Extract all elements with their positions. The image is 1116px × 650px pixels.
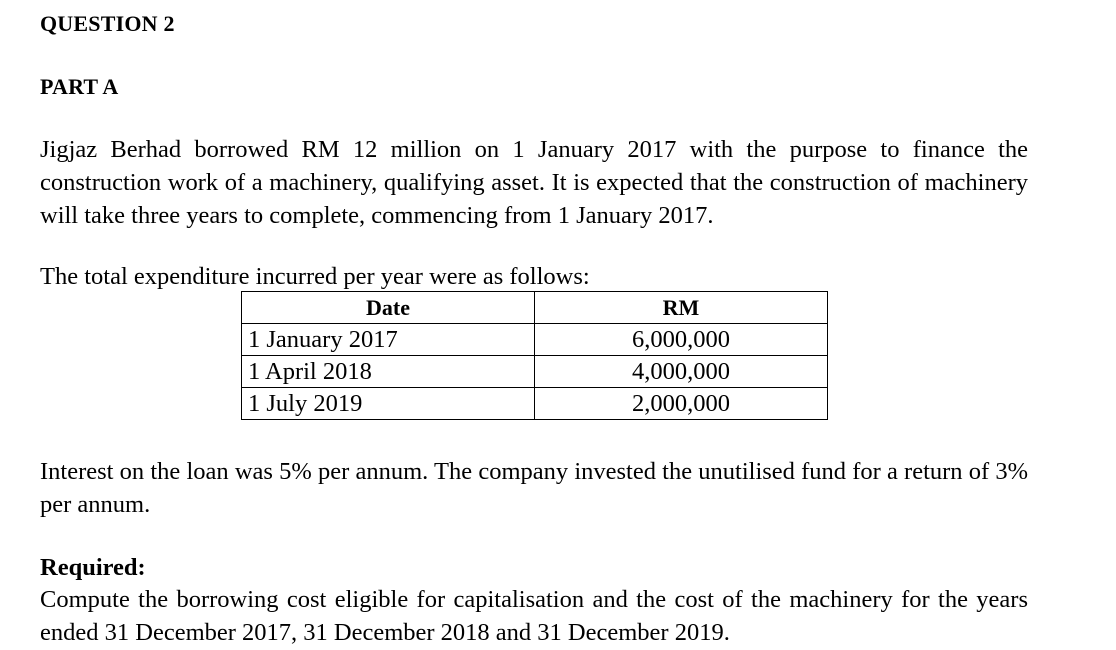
required-text: Compute the borrowing cost eligible for capitalisation and the cost of the machinery for the years ended 31 December 2017, 31 December 2018 and 31 December 2019.: [40, 586, 1028, 646]
question-heading: QUESTION 2: [40, 11, 175, 36]
date-column-header: Date: [242, 292, 535, 324]
date-cell: 1 July 2019: [242, 388, 535, 420]
expenditure-table-container: [241, 291, 828, 420]
table-header-row: [242, 292, 828, 324]
amount-cell: 2,000,000: [535, 388, 828, 420]
table-row: [242, 356, 828, 388]
amount-cell: 4,000,000: [535, 356, 828, 388]
part-heading: PART A: [40, 74, 119, 99]
intro-paragraph: Jigjaz Berhad borrowed RM 12 million on 1 January 2017 with the purpose to finance the construction work of a machinery, qualifying asset. It is expected that the construction of machinery will take three years to complete, commencing from 1 January 2017.: [40, 136, 1028, 229]
rm-column-header: RM: [535, 292, 828, 324]
table-row: [242, 324, 828, 356]
interest-paragraph: Interest on the loan was 5% per annum. The company invested the unutilised fund for a return of 3% per annum.: [40, 458, 1028, 518]
table-row: [242, 388, 828, 420]
expenditure-intro: The total expenditure incurred per year were as follows:: [40, 263, 590, 290]
expenditure-table: [241, 291, 828, 420]
amount-cell: 6,000,000: [535, 324, 828, 356]
required-label: Required:: [40, 554, 146, 581]
date-cell: 1 January 2017: [242, 324, 535, 356]
date-cell: 1 April 2018: [242, 356, 535, 388]
